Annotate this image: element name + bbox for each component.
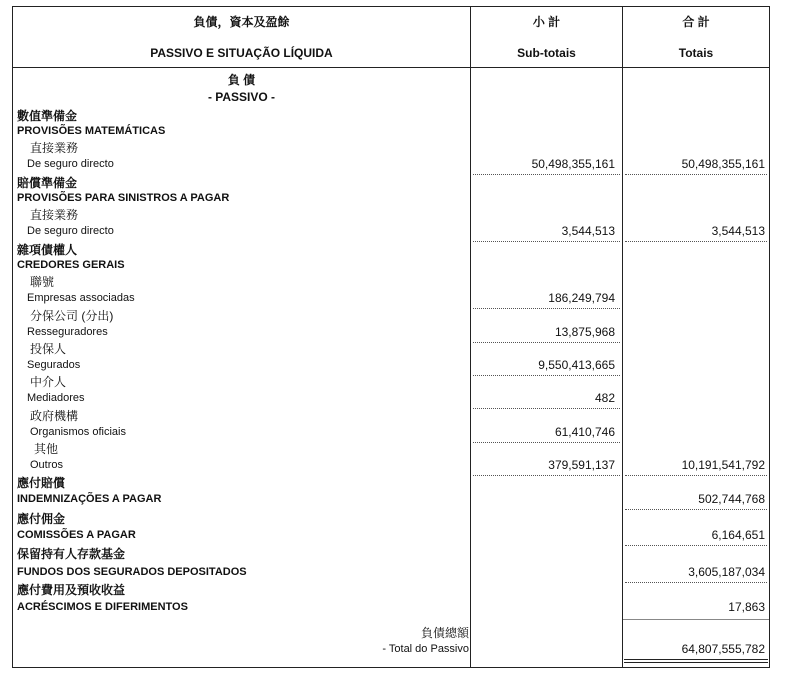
row-empresas-associadas-subtotal: 186,249,794	[548, 291, 615, 305]
row-seguro-directo-2-total: 3,544,513	[711, 224, 765, 238]
row-divider	[625, 174, 767, 175]
row-segurados-pt: Segurados	[27, 359, 81, 371]
row-indemnizacoes-total: 502,744,768	[698, 492, 765, 506]
row-indemnizacoes-pt: INDEMNIZAÇÕES A PAGAR	[17, 493, 162, 505]
total-passivo-value: 64,807,555,782	[681, 642, 765, 656]
row-divider	[473, 442, 620, 443]
row-outros-subtotal: 379,591,137	[548, 458, 615, 472]
row-resseguradores-subtotal: 13,875,968	[554, 325, 615, 339]
row-empresas-associadas-zh: 聯號	[30, 275, 55, 289]
row-indemnizacoes-zh: 應付賠償	[17, 476, 66, 490]
row-seguro-directo-2-pt: De seguro directo	[27, 225, 114, 237]
row-divider	[625, 582, 767, 583]
total-passivo-pt: - Total do Passivo	[382, 643, 469, 655]
row-acrescimos-pt: ACRÉSCIMOS E DIFERIMENTOS	[17, 601, 188, 613]
row-divider	[473, 342, 620, 343]
row-mediadores-pt: Mediadores	[27, 392, 85, 404]
row-credores-gerais-pt: CREDORES GERAIS	[17, 259, 125, 271]
row-fundos-pt: FUNDOS DOS SEGURADOS DEPOSITADOS	[17, 566, 247, 578]
row-comissoes-total: 6,164,651	[711, 528, 765, 542]
row-provisoes-matematicas-zh: 數值準備金	[17, 109, 78, 123]
row-fundos-total: 3,605,187,034	[688, 565, 765, 579]
row-seguro-directo-1-zh: 直接業務	[30, 141, 79, 155]
row-divider	[473, 174, 620, 175]
col-divider-2	[622, 6, 623, 668]
header-col1-pt: PASSIVO E SITUAÇÃO LÍQUIDA	[150, 46, 333, 60]
row-resseguradores-pt: Resseguradores	[27, 326, 108, 338]
row-organismos-oficiais-subtotal: 61,410,746	[554, 425, 615, 439]
row-seguro-directo-2-subtotal: 3,544,513	[561, 224, 615, 238]
row-outros-pt: Outros	[30, 459, 64, 471]
row-divider	[625, 475, 767, 476]
row-divider	[473, 241, 620, 242]
section-title-pt: - PASSIVO -	[207, 90, 276, 104]
row-mediadores-zh: 中介人	[30, 375, 67, 389]
row-seguro-directo-2-zh: 直接業務	[30, 208, 79, 222]
row-comissoes-zh: 應付佣金	[17, 512, 66, 526]
total-passivo-zh: 負債總額	[420, 626, 469, 640]
row-divider	[473, 475, 620, 476]
header-col3-zh: 合 計	[682, 15, 710, 29]
row-divider	[473, 308, 620, 309]
table-bottom-border	[12, 667, 770, 668]
row-provisoes-sinistros-zh: 賠償準備金	[17, 176, 78, 190]
row-empresas-associadas-pt: Empresas associadas	[27, 292, 135, 304]
row-outros-total: 10,191,541,792	[681, 458, 765, 472]
row-fundos-zh: 保留持有人存款基金	[17, 547, 126, 561]
row-organismos-oficiais-zh: 政府機構	[30, 409, 79, 423]
header-col3-pt: Totais	[678, 46, 714, 60]
row-resseguradores-zh: 分保公司 (分出)	[30, 309, 114, 323]
row-provisoes-matematicas-pt: PROVISÕES MATEMÁTICAS	[17, 125, 166, 137]
row-divider	[625, 545, 767, 546]
row-acrescimos-zh: 應付費用及預收收益	[17, 583, 126, 597]
row-organismos-oficiais-pt: Organismos oficiais	[30, 426, 126, 438]
row-mediadores-subtotal: 482	[594, 391, 615, 405]
row-acrescimos-total: 17,863	[728, 600, 765, 614]
row-segurados-zh: 投保人	[30, 342, 67, 356]
row-divider	[473, 375, 620, 376]
row-seguro-directo-1-total: 50,498,355,161	[681, 157, 765, 171]
row-segurados-subtotal: 9,550,413,665	[538, 358, 615, 372]
row-credores-gerais-zh: 雜項債權人	[17, 243, 78, 257]
table-right-border	[769, 6, 770, 668]
table-top-border	[12, 6, 770, 7]
row-seguro-directo-1-pt: De seguro directo	[27, 158, 114, 170]
header-col2-zh: 小 計	[532, 15, 561, 29]
header-bottom-border	[12, 67, 770, 68]
total-double-underline	[624, 662, 768, 663]
table-left-border	[12, 6, 13, 668]
row-divider	[473, 408, 620, 409]
row-divider	[625, 509, 767, 510]
row-outros-zh: 其他	[34, 442, 59, 456]
row-divider	[623, 619, 769, 620]
row-seguro-directo-1-subtotal: 50,498,355,161	[531, 157, 615, 171]
row-provisoes-sinistros-pt: PROVISÕES PARA SINISTROS A PAGAR	[17, 192, 230, 204]
section-title-zh: 負 債	[227, 73, 256, 87]
col-divider-1	[470, 6, 471, 668]
total-double-underline	[624, 659, 768, 660]
header-col2-pt: Sub-totais	[517, 46, 576, 60]
row-divider	[625, 241, 767, 242]
row-comissoes-pt: COMISSÕES A PAGAR	[17, 529, 136, 541]
header-col1-zh: 負債，資本及盈餘	[193, 15, 290, 29]
